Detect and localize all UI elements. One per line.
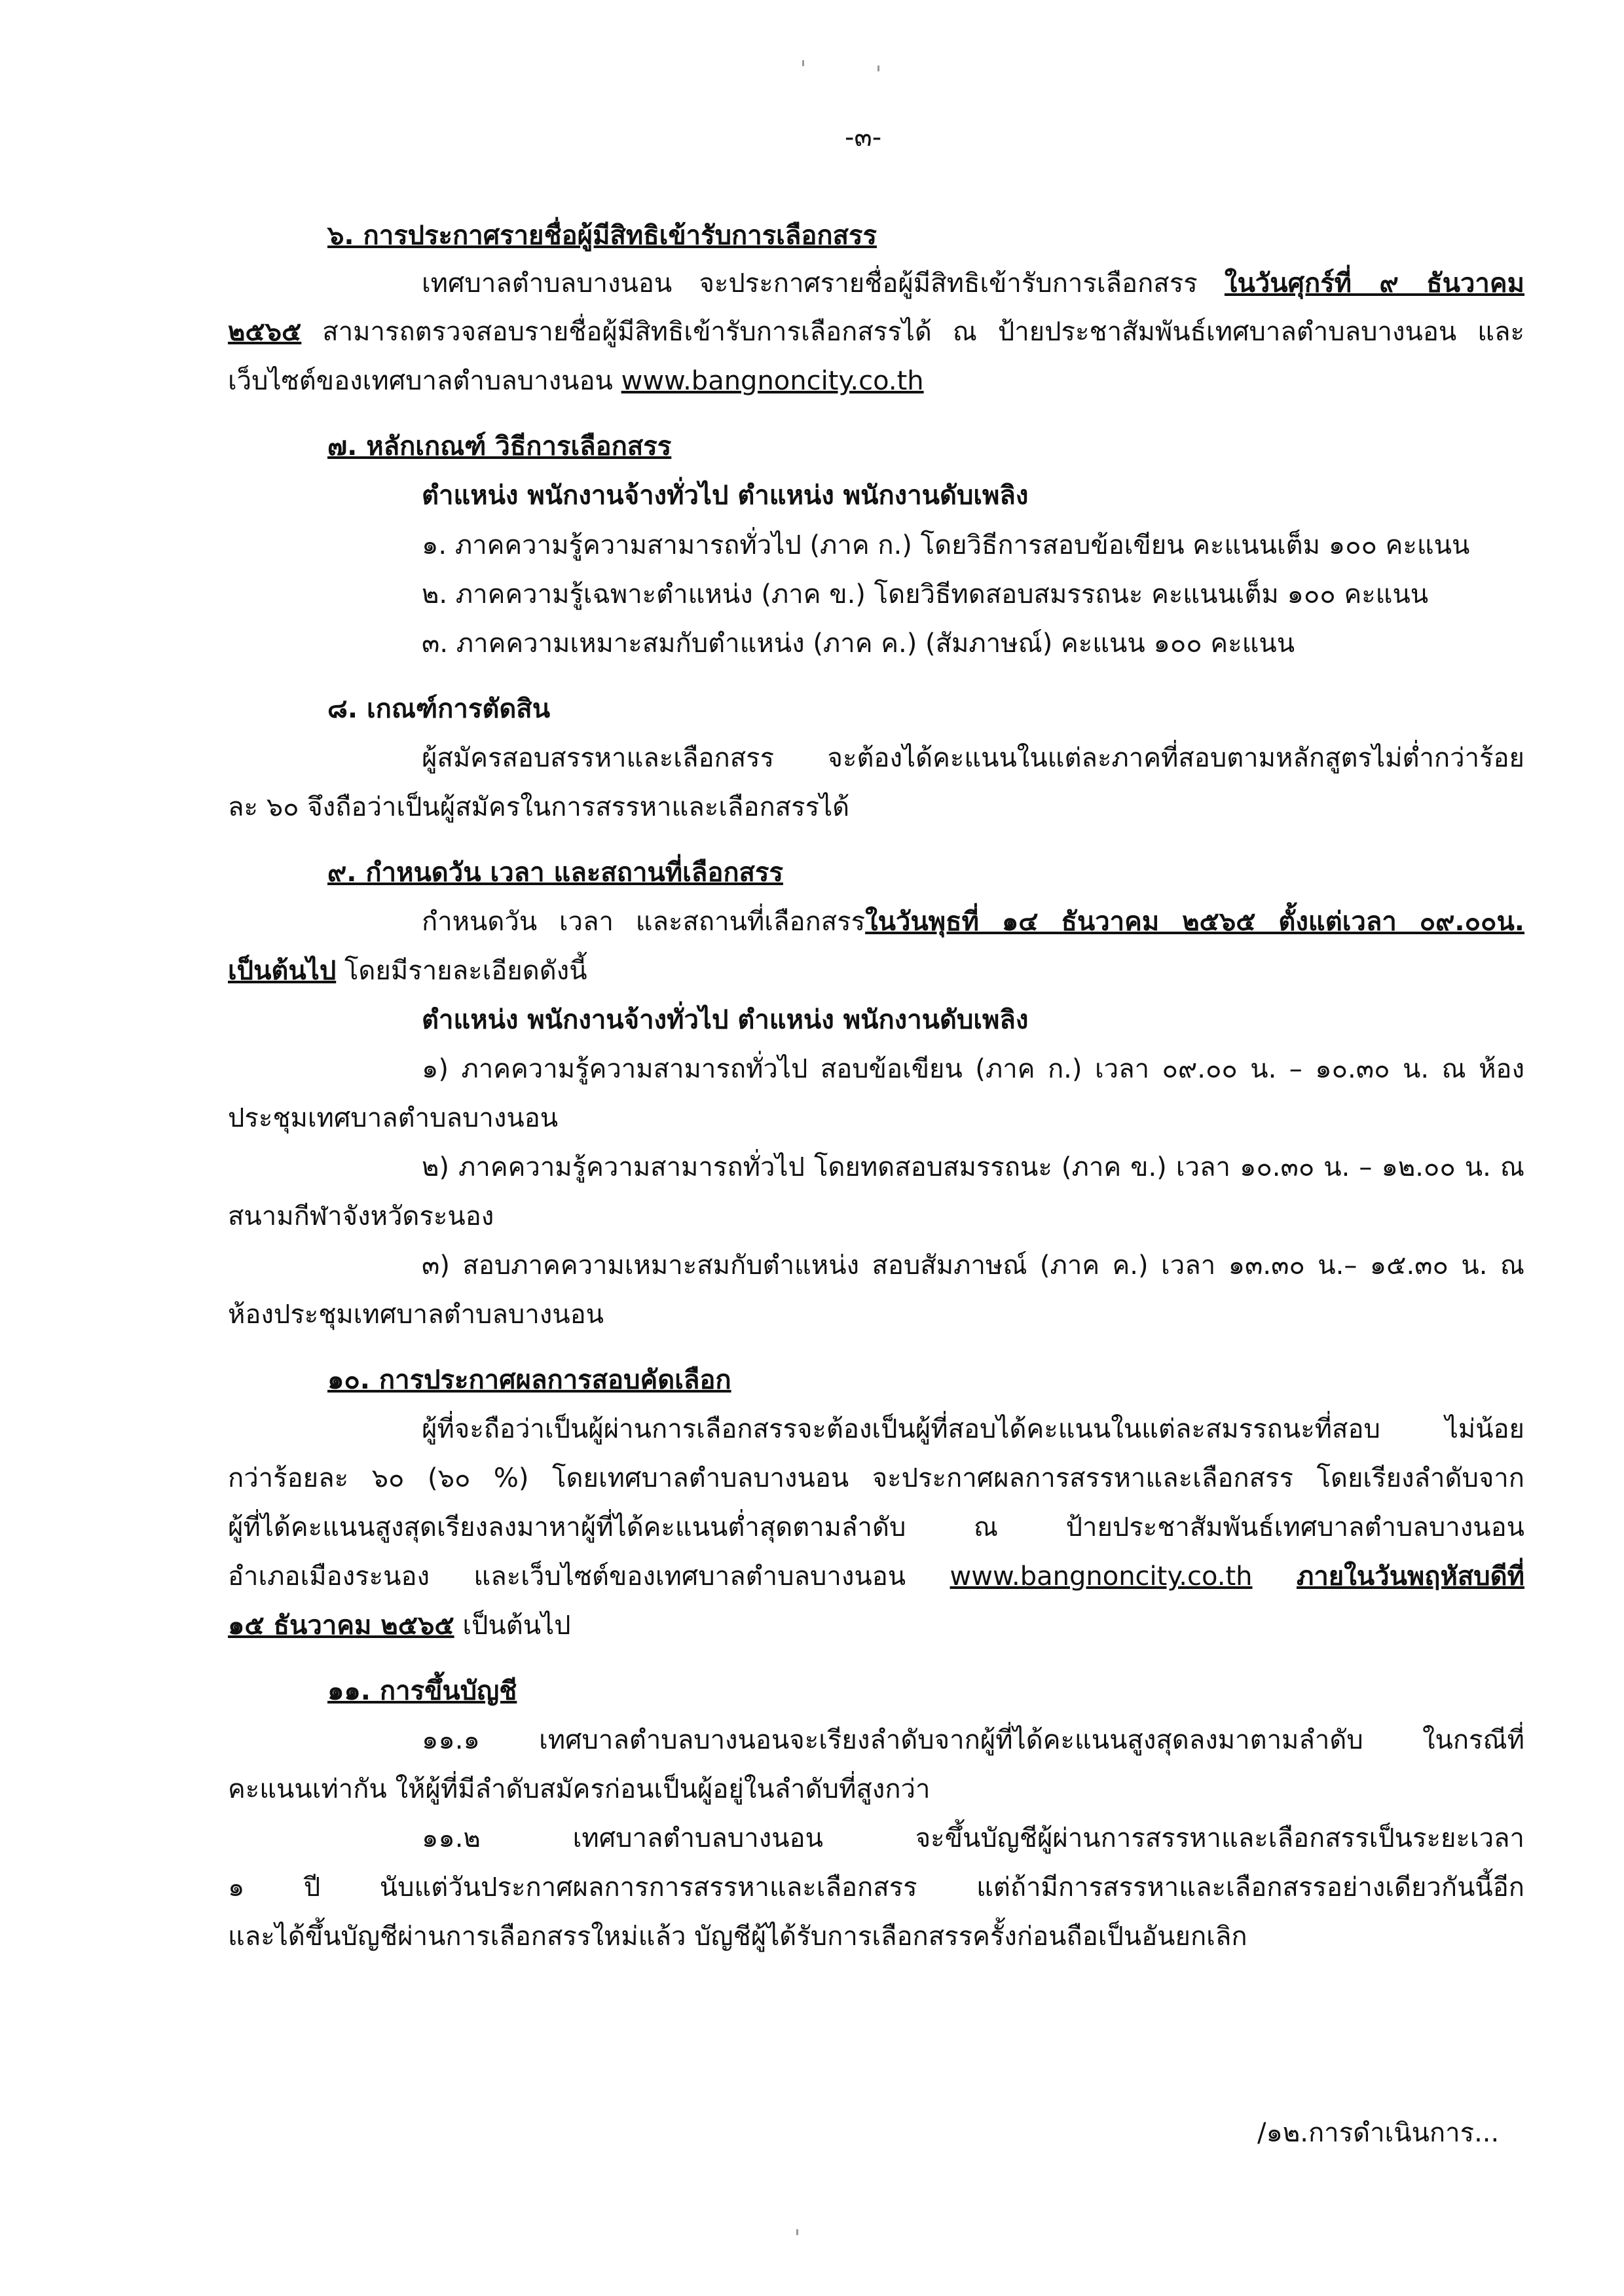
section-11-heading [327, 1671, 517, 1711]
section-6-text: เว็บไซต์ของเทศบาลตำบลบางนอน [228, 366, 621, 396]
result-date: ภายในวันพฤหัสบดีที่ [1296, 1561, 1525, 1592]
section-10-line-2: กว่าร้อยละ ๖๐ (๖๐ %) โดยเทศบาลตำบลบางนอน จะประกาศผลการสรรหาและเลือกสรร โดยเรียงลำดับจาก [228, 1463, 1524, 1493]
section-10-heading-text: ๑๐. การประกาศผลการสอบคัดเลือก [327, 1365, 731, 1395]
continuation-note: /๑๒.การดำเนินการ... [1257, 2118, 1500, 2148]
section-11-p1-line-1: ๑๑.๑ เทศบาลตำบลบางนอนจะเรียงลำดับจากผู้ที่ได้คะแนนสูงสุดลงมาตามลำดับ ในกรณีที่ [422, 1725, 1524, 1755]
section-9-heading [327, 853, 783, 892]
section-11-heading-text: ๑๑. การขึ้นบัญชี [327, 1676, 517, 1706]
scan-speck [796, 2229, 798, 2235]
website-link[interactable]: www.bangnoncity.co.th [621, 366, 924, 396]
section-8-line-2: ละ ๖๐ จึงถือว่าเป็นผู้สมัครในการสรรหาและเลือกสรรได้ [228, 792, 850, 822]
section-6-line-1 [422, 264, 1524, 303]
section-8-heading: ๘. เกณฑ์การตัดสิน [327, 694, 551, 724]
section-9-line-1 [422, 902, 1524, 941]
section-9-item-3-cont: ห้องประชุมเทศบาลตำบลบางนอน [228, 1300, 604, 1330]
section-9-item-3: ๓) สอบภาคความเหมาะสมกับตำแหน่ง สอบสัมภาษณ์ (ภาค ค.) เวลา ๑๓.๓๐ น.– ๑๕.๓๐ น. ณ [422, 1250, 1524, 1281]
section-9-item-2: ๒) ภาคความรู้ความสามารถทั่วไป โดยทดสอบสมรรถนะ (ภาค ข.) เวลา ๑๐.๓๐ น. – ๑๒.๐๐ น. ณ [422, 1152, 1525, 1182]
section-9-item-1-cont: ประชุมเทศบาลตำบลบางนอน [228, 1103, 559, 1133]
section-7-heading-text: ๗. หลักเกณฑ์ วิธีการเลือกสรร [327, 431, 672, 462]
section-9-text: กำหนดวัน เวลา และสถานที่เลือกสรร [422, 907, 866, 937]
section-6-heading-text: ๖. การประกาศรายชื่อผู้มีสิทธิเข้ารับการเลือกสรร [327, 221, 877, 251]
section-11-p2-line-3: และได้ขึ้นบัญชีผ่านการเลือกสรรใหม่แล้ว บัญชีผู้ได้รับการเลือกสรรครั้งก่อนถือเป็นอันยกเลิก [228, 1922, 1247, 1952]
scan-speck [802, 60, 804, 66]
announcement-date: ในวันศุกร์ที่ ๙ ธันวาคม [1224, 268, 1525, 299]
section-6-text: เทศบาลตำบลบางนอน จะประกาศรายชื่อผู้มีสิทธิเข้ารับการเลือกสรร [422, 268, 1225, 299]
section-7-heading [327, 427, 671, 466]
section-10-text: อำเภอเมืองระนอง และเว็บไซต์ของเทศบาลตำบลบางนอน [228, 1561, 950, 1592]
section-9-item-1: ๑) ภาคความรู้ความสามารถทั่วไป สอบข้อเขียน (ภาค ก.) เวลา ๐๙.๐๐ น. – ๑๐.๓๐ น. ณ ห้อง [422, 1054, 1524, 1084]
page-number: -๓- [845, 122, 882, 153]
section-11-p1-line-2: คะแนนเท่ากัน ให้ผู้ที่มีลำดับสมัครก่อนเป็นผู้อยู่ในลำดับที่สูงกว่า [228, 1774, 931, 1804]
section-10-text: เป็นต้นไป [454, 1611, 571, 1641]
result-date: ๑๕ ธันวาคม ๒๕๖๕ [228, 1611, 454, 1641]
section-11-p2-line-2: ๑ ปี นับแต่วันประกาศผลการการสรรหาและเลือกสรร แต่ถ้ามีการสรรหาและเลือกสรรอย่างเดียวกันนี้อีก [228, 1872, 1524, 1903]
scan-speck [877, 65, 879, 71]
section-8-line-1: ผู้สมัครสอบสรรหาและเลือกสรร จะต้องได้คะแนนในแต่ละภาคที่สอบตามหลักสูตรไม่ต่ำกว่าร้อย [422, 743, 1524, 773]
section-9-text: โดยมีรายละเอียดดังนี้ [336, 956, 587, 986]
website-link[interactable]: www.bangnoncity.co.th [950, 1561, 1253, 1592]
section-7-positions: ตำแหน่ง พนักงานจ้างทั่วไป ตำแหน่ง พนักงานดับเพลิง [422, 481, 1029, 511]
section-9-positions: ตำแหน่ง พนักงานจ้างทั่วไป ตำแหน่ง พนักงานดับเพลิง [422, 1005, 1029, 1035]
section-6-text: สามารถตรวจสอบรายชื่อผู้มีสิทธิเข้ารับการเลือกสรรได้ ณ ป้ายประชาสัมพันธ์เทศบาลตำบลบางนอน และ [301, 317, 1524, 347]
announcement-year: ๒๕๖๕ [228, 317, 302, 347]
section-10-line-5 [228, 1606, 571, 1645]
section-9-heading-text: ๙. กำหนดวัน เวลา และสถานที่เลือกสรร [327, 858, 783, 888]
section-7-item-3: ๓. ภาคความเหมาะสมกับตำแหน่ง (ภาค ค.) (สัมภาษณ์) คะแนน ๑๐๐ คะแนน [422, 629, 1295, 659]
section-7-item-1: ๑. ภาคความรู้ความสามารถทั่วไป (ภาค ก.) โดยวิธีการสอบข้อเขียน คะแนนเต็ม ๑๐๐ คะแนน [422, 530, 1470, 560]
section-10-line-1: ผู้ที่จะถือว่าเป็นผู้ผ่านการเลือกสรรจะต้องเป็นผู้ที่สอบได้คะแนนในแต่ละสมรรถนะที่สอบ ไม่น้อย [422, 1414, 1524, 1444]
section-7-item-2: ๒. ภาคความรู้เฉพาะตำแหน่ง (ภาค ข.) โดยวิธีทดสอบสมรรถนะ คะแนนเต็ม ๑๐๐ คะแนน [422, 579, 1429, 610]
section-6-line-2 [228, 312, 1524, 352]
section-9-item-2-cont: สนามกีฬาจังหวัดระนอง [228, 1201, 494, 1231]
section-6-heading [327, 216, 877, 255]
section-9-line-2 [228, 951, 587, 991]
selection-date: ในวันพุธที่ ๑๔ ธันวาคม ๒๕๖๕ ตั้งแต่เวลา ๐๙.๐๐น. [865, 907, 1524, 937]
section-10-text [1253, 1561, 1297, 1592]
section-10-line-3: ผู้ที่ได้คะแนนสูงสุดเรียงลงมาหาผู้ที่ได้คะแนนต่ำสุดตามลำดับ ณ ป้ายประชาสัมพันธ์เทศบาลตำบลบางนอน [228, 1512, 1524, 1542]
section-10-heading [327, 1360, 731, 1400]
selection-onwards: เป็นต้นไป [228, 956, 337, 986]
section-11-p2-line-1: ๑๑.๒ เทศบาลตำบลบางนอน จะขึ้นบัญชีผู้ผ่านการสรรหาและเลือกสรรเป็นระยะเวลา [422, 1823, 1524, 1853]
section-6-line-3 [228, 361, 924, 401]
section-10-line-4 [228, 1557, 1524, 1596]
